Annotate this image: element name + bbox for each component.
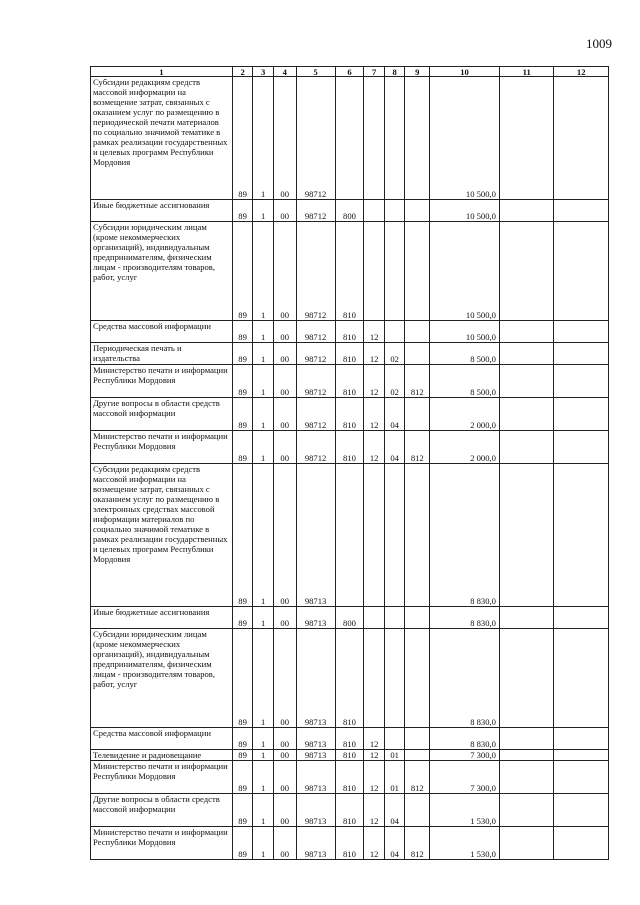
- row-col-11: [499, 321, 553, 343]
- row-col-6: 810: [335, 629, 364, 728]
- header-col-9: 9: [405, 67, 430, 77]
- row-col-4: 00: [273, 431, 296, 464]
- row-col-6: 800: [335, 607, 364, 629]
- row-col-9: 812: [405, 431, 430, 464]
- row-col-3: 1: [253, 827, 274, 860]
- row-name: Министерство печати и информации Республики Мордовия: [91, 365, 233, 398]
- row-col-6: 810: [335, 761, 364, 794]
- table-body: [91, 77, 609, 860]
- row-col-2: 89: [232, 321, 253, 343]
- row-col-8: [384, 222, 405, 321]
- row-col-12: [554, 728, 609, 750]
- row-col-11: [499, 365, 553, 398]
- row-col-7: [364, 607, 385, 629]
- row-col-7: 12: [364, 827, 385, 860]
- row-col-2: 89: [232, 464, 253, 607]
- row-col-6: 810: [335, 794, 364, 827]
- row-col-6: 810: [335, 365, 364, 398]
- row-amount: 8 500,0: [430, 365, 500, 398]
- row-col-4: 00: [273, 398, 296, 431]
- row-col-6: 810: [335, 343, 364, 365]
- row-col-8: 02: [384, 343, 405, 365]
- row-col-6: 810: [335, 750, 364, 761]
- row-col-8: [384, 200, 405, 222]
- row-col-5: 98713: [296, 607, 335, 629]
- row-name: Средства массовой информации: [91, 321, 233, 343]
- row-col-11: [499, 629, 553, 728]
- row-col-7: 12: [364, 750, 385, 761]
- row-col-4: 00: [273, 629, 296, 728]
- table-row: [91, 761, 609, 794]
- row-name: Субсидии редакциям средств массовой информации на возмещение затрат, связанных с оказанием услуг по размещению в электронных средствах массовой информации материалов по социально значимой тематике в рамках реализации государственных и целевых программ Республики Мордовия: [91, 464, 233, 607]
- row-col-11: [499, 728, 553, 750]
- row-col-5: 98713: [296, 794, 335, 827]
- row-name: Министерство печати и информации Республики Мордовия: [91, 761, 233, 794]
- row-col-3: 1: [253, 431, 274, 464]
- row-col-4: 00: [273, 365, 296, 398]
- row-amount: 8 830,0: [430, 464, 500, 607]
- row-col-9: 812: [405, 761, 430, 794]
- row-col-4: 00: [273, 827, 296, 860]
- row-col-5: 98713: [296, 761, 335, 794]
- row-col-7: 12: [364, 343, 385, 365]
- table-row: [91, 431, 609, 464]
- row-col-11: [499, 761, 553, 794]
- row-col-3: 1: [253, 200, 274, 222]
- table-row: [91, 728, 609, 750]
- row-col-4: 00: [273, 794, 296, 827]
- row-col-3: 1: [253, 607, 274, 629]
- row-col-7: 12: [364, 794, 385, 827]
- row-amount: 7 300,0: [430, 750, 500, 761]
- row-col-9: [405, 464, 430, 607]
- row-col-8: [384, 321, 405, 343]
- header-col-7: 7: [364, 67, 385, 77]
- row-col-4: 00: [273, 222, 296, 321]
- row-col-8: 01: [384, 750, 405, 761]
- row-col-7: [364, 222, 385, 321]
- row-amount: 8 830,0: [430, 607, 500, 629]
- row-amount: 7 300,0: [430, 761, 500, 794]
- row-amount: 8 830,0: [430, 629, 500, 728]
- row-col-12: [554, 629, 609, 728]
- row-col-12: [554, 607, 609, 629]
- row-col-7: 12: [364, 321, 385, 343]
- row-col-11: [499, 200, 553, 222]
- row-col-5: 98713: [296, 464, 335, 607]
- row-col-6: 810: [335, 728, 364, 750]
- row-col-9: [405, 343, 430, 365]
- row-col-6: [335, 464, 364, 607]
- row-amount: 10 500,0: [430, 200, 500, 222]
- row-col-6: 810: [335, 431, 364, 464]
- row-col-5: 98713: [296, 750, 335, 761]
- row-col-9: [405, 222, 430, 321]
- row-col-4: 00: [273, 464, 296, 607]
- row-col-11: [499, 794, 553, 827]
- row-name: Периодическая печать и издательства: [91, 343, 233, 365]
- row-col-9: [405, 750, 430, 761]
- header-col-6: 6: [335, 67, 364, 77]
- row-col-4: 00: [273, 750, 296, 761]
- row-amount: 10 500,0: [430, 77, 500, 200]
- row-col-12: [554, 398, 609, 431]
- row-col-8: 04: [384, 398, 405, 431]
- row-col-3: 1: [253, 343, 274, 365]
- header-col-3: 3: [253, 67, 274, 77]
- row-col-12: [554, 321, 609, 343]
- row-col-12: [554, 222, 609, 321]
- row-col-2: 89: [232, 761, 253, 794]
- row-name: Другие вопросы в области средств массовой информации: [91, 398, 233, 431]
- row-col-9: [405, 794, 430, 827]
- row-col-2: 89: [232, 222, 253, 321]
- table-row: [91, 222, 609, 321]
- row-col-4: 00: [273, 321, 296, 343]
- row-col-11: [499, 398, 553, 431]
- row-col-5: 98713: [296, 827, 335, 860]
- row-name: Телевидение и радиовещание: [91, 750, 233, 761]
- row-col-11: [499, 750, 553, 761]
- row-amount: 2 000,0: [430, 431, 500, 464]
- row-amount: 10 500,0: [430, 321, 500, 343]
- row-col-9: 812: [405, 365, 430, 398]
- row-col-5: 98712: [296, 343, 335, 365]
- row-name: Другие вопросы в области средств массовой информации: [91, 794, 233, 827]
- row-amount: 2 000,0: [430, 398, 500, 431]
- header-col-4: 4: [273, 67, 296, 77]
- row-col-12: [554, 827, 609, 860]
- header-col-1: 1: [91, 67, 233, 77]
- row-amount: 10 500,0: [430, 222, 500, 321]
- table-row: [91, 464, 609, 607]
- row-amount: 1 530,0: [430, 827, 500, 860]
- row-col-8: [384, 728, 405, 750]
- row-col-4: 00: [273, 728, 296, 750]
- table-row: [91, 321, 609, 343]
- budget-table: [90, 66, 609, 860]
- row-col-3: 1: [253, 750, 274, 761]
- row-name: Субсидии юридическим лицам (кроме некоммерческих организаций), индивидуальным предпринимателям, физическим лицам - производителям товаров, работ, услуг: [91, 629, 233, 728]
- row-col-3: 1: [253, 365, 274, 398]
- table-row: [91, 343, 609, 365]
- table-row: [91, 629, 609, 728]
- table-row: [91, 200, 609, 222]
- row-col-2: 89: [232, 398, 253, 431]
- row-col-5: 98713: [296, 629, 335, 728]
- row-col-3: 1: [253, 321, 274, 343]
- row-name: Иные бюджетные ассигнования: [91, 200, 233, 222]
- row-col-7: [364, 464, 385, 607]
- row-col-4: 00: [273, 343, 296, 365]
- table-row: [91, 750, 609, 761]
- row-col-2: 89: [232, 365, 253, 398]
- row-col-5: 98712: [296, 200, 335, 222]
- row-col-4: 00: [273, 77, 296, 200]
- row-col-7: [364, 629, 385, 728]
- row-amount: 8 830,0: [430, 728, 500, 750]
- row-col-11: [499, 464, 553, 607]
- header-row: [91, 67, 609, 77]
- row-col-3: 1: [253, 77, 274, 200]
- row-col-12: [554, 464, 609, 607]
- row-col-11: [499, 77, 553, 200]
- row-col-2: 89: [232, 200, 253, 222]
- row-col-2: 89: [232, 794, 253, 827]
- header-col-11: 11: [499, 67, 553, 77]
- row-amount: 1 530,0: [430, 794, 500, 827]
- row-col-9: [405, 321, 430, 343]
- row-col-2: 89: [232, 728, 253, 750]
- row-col-6: [335, 77, 364, 200]
- row-col-2: 89: [232, 607, 253, 629]
- page-number: 1009: [586, 36, 612, 51]
- row-col-7: [364, 200, 385, 222]
- row-col-5: 98712: [296, 222, 335, 321]
- row-col-6: 810: [335, 222, 364, 321]
- row-name: Субсидии юридическим лицам (кроме некоммерческих организаций), индивидуальным предпринимателям, физическим лицам - производителям товаров, работ, услуг: [91, 222, 233, 321]
- row-name: Субсидии редакциям средств массовой информации на возмещение затрат, связанных с оказанием услуг по размещению в периодической печати материалов по социально значимой тематике в рамках реализации государственных и целевых программ Республики Мордовия: [91, 77, 233, 200]
- row-col-7: 12: [364, 761, 385, 794]
- row-col-3: 1: [253, 464, 274, 607]
- row-col-9: [405, 77, 430, 200]
- table-row: [91, 607, 609, 629]
- row-name: Министерство печати и информации Республики Мордовия: [91, 431, 233, 464]
- row-col-6: 800: [335, 200, 364, 222]
- row-col-11: [499, 607, 553, 629]
- row-col-8: [384, 464, 405, 607]
- row-col-12: [554, 794, 609, 827]
- row-col-12: [554, 343, 609, 365]
- header-col-8: 8: [384, 67, 405, 77]
- row-amount: 8 500,0: [430, 343, 500, 365]
- row-col-9: [405, 629, 430, 728]
- row-col-8: 04: [384, 794, 405, 827]
- header-col-12: 12: [554, 67, 609, 77]
- row-col-11: [499, 431, 553, 464]
- row-col-8: 04: [384, 431, 405, 464]
- table-row: [91, 77, 609, 200]
- row-col-3: 1: [253, 728, 274, 750]
- row-col-2: 89: [232, 431, 253, 464]
- table-row: [91, 827, 609, 860]
- row-col-11: [499, 343, 553, 365]
- row-col-12: [554, 761, 609, 794]
- row-col-12: [554, 200, 609, 222]
- row-col-5: 98712: [296, 77, 335, 200]
- row-col-9: 812: [405, 827, 430, 860]
- row-col-9: [405, 728, 430, 750]
- row-col-6: 810: [335, 827, 364, 860]
- row-col-8: [384, 607, 405, 629]
- row-col-7: 12: [364, 398, 385, 431]
- table-row: [91, 398, 609, 431]
- row-col-6: 810: [335, 321, 364, 343]
- row-col-12: [554, 77, 609, 200]
- row-col-3: 1: [253, 794, 274, 827]
- row-col-12: [554, 431, 609, 464]
- row-col-9: [405, 398, 430, 431]
- row-col-12: [554, 750, 609, 761]
- row-col-7: [364, 77, 385, 200]
- row-col-7: 12: [364, 728, 385, 750]
- row-col-4: 00: [273, 761, 296, 794]
- row-col-11: [499, 827, 553, 860]
- row-col-12: [554, 365, 609, 398]
- row-col-8: [384, 77, 405, 200]
- row-col-2: 89: [232, 343, 253, 365]
- row-col-2: 89: [232, 827, 253, 860]
- row-col-2: 89: [232, 629, 253, 728]
- row-col-11: [499, 222, 553, 321]
- row-col-3: 1: [253, 629, 274, 728]
- table-row: [91, 794, 609, 827]
- row-col-3: 1: [253, 761, 274, 794]
- row-col-8: 04: [384, 827, 405, 860]
- row-col-8: 01: [384, 761, 405, 794]
- header-col-2: 2: [232, 67, 253, 77]
- row-col-7: 12: [364, 431, 385, 464]
- row-col-3: 1: [253, 222, 274, 321]
- row-col-5: 98712: [296, 431, 335, 464]
- row-col-3: 1: [253, 398, 274, 431]
- row-name: Министерство печати и информации Республики Мордовия: [91, 827, 233, 860]
- row-col-5: 98712: [296, 398, 335, 431]
- row-col-8: [384, 629, 405, 728]
- row-name: Иные бюджетные ассигнования: [91, 607, 233, 629]
- row-col-7: 12: [364, 365, 385, 398]
- row-col-4: 00: [273, 607, 296, 629]
- row-col-2: 89: [232, 750, 253, 761]
- row-col-2: 89: [232, 77, 253, 200]
- row-col-6: 810: [335, 398, 364, 431]
- header-col-5: 5: [296, 67, 335, 77]
- row-col-8: 02: [384, 365, 405, 398]
- row-col-5: 98713: [296, 728, 335, 750]
- row-col-5: 98712: [296, 321, 335, 343]
- row-col-4: 00: [273, 200, 296, 222]
- row-col-9: [405, 200, 430, 222]
- row-name: Средства массовой информации: [91, 728, 233, 750]
- header-col-10: 10: [430, 67, 500, 77]
- table-row: [91, 365, 609, 398]
- row-col-9: [405, 607, 430, 629]
- row-col-5: 98712: [296, 365, 335, 398]
